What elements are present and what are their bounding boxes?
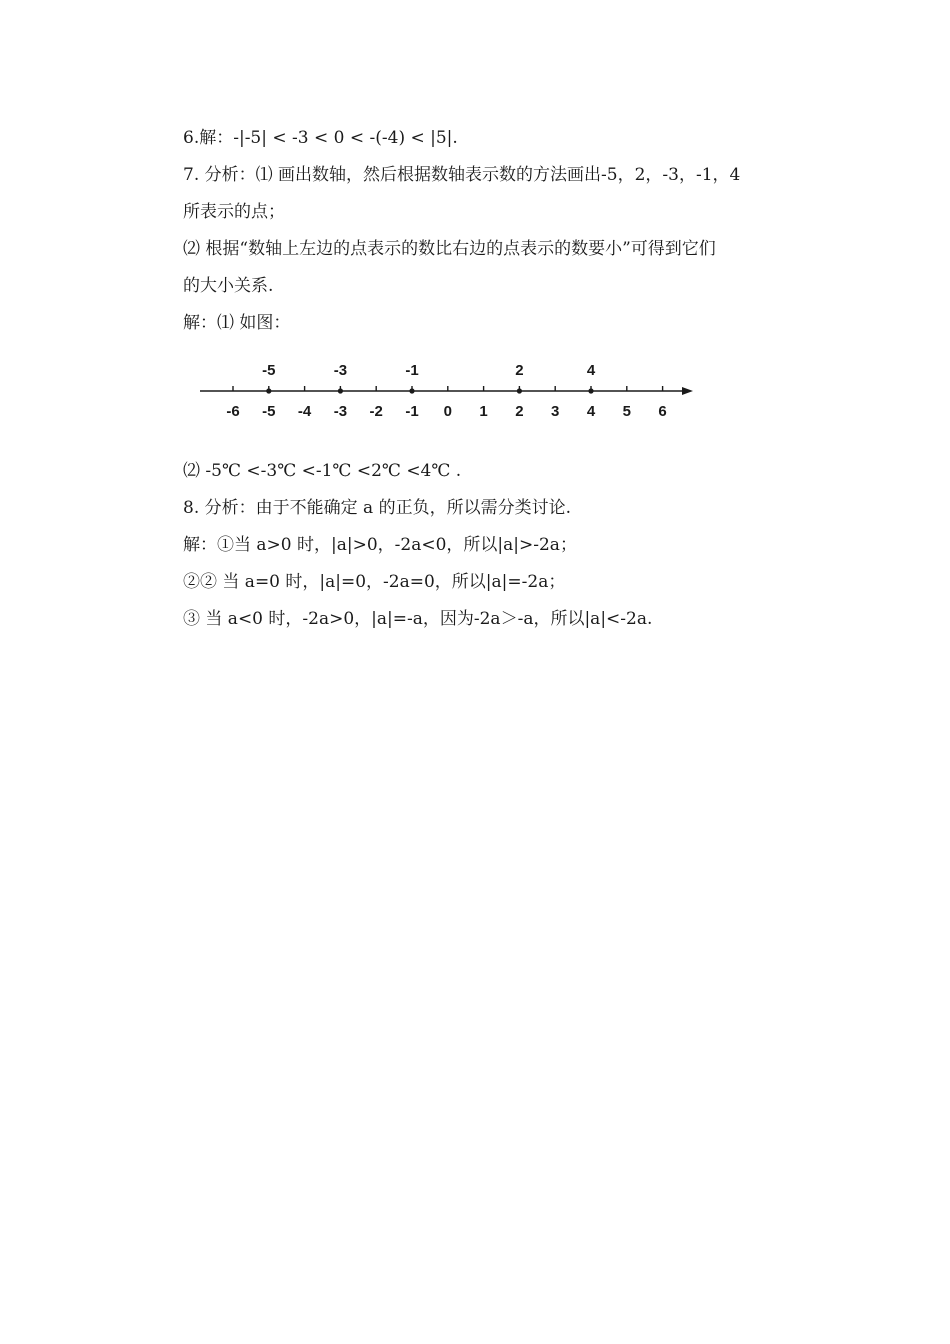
point-label: -3	[333, 362, 348, 379]
point-marker	[588, 388, 593, 393]
tick-label: 5	[622, 403, 631, 420]
point-marker	[409, 388, 414, 393]
tick-label: -1	[405, 403, 419, 420]
point-label: -1	[405, 362, 419, 379]
tick-label: 1	[479, 403, 488, 420]
solution-8-case-3: ③ 当 a<0 时，-2a>0，|a|=-a，因为-2a＞-a，所以|a|<-2a.	[183, 609, 653, 629]
tick-label: 3	[551, 403, 560, 420]
tick-label: 2	[515, 403, 524, 420]
solution-8-case-1: 解：①当 a>0 时，|a|>0，-2a<0，所以|a|>-2a；	[183, 535, 577, 555]
analysis-7-line-2: 所表示的点；	[183, 202, 285, 222]
point-marker	[266, 388, 271, 393]
tick-label: -3	[333, 403, 348, 420]
point-marker	[517, 388, 522, 393]
tick-label: -2	[369, 403, 383, 420]
analysis-7-line-1: 7. 分析：⑴ 画出数轴，然后根据数轴表示数的方法画出-5，2，-3，-1，4	[183, 165, 741, 185]
solution-7-header: 解：⑴ 如图：	[183, 313, 291, 333]
tick-label: 4	[586, 403, 596, 420]
solution-7-part-2: ⑵ -5℃ <-3℃ <-1℃ <2℃ <4℃ .	[183, 461, 462, 481]
tick-label: -6	[226, 403, 240, 420]
tick-label: 0	[443, 403, 452, 420]
point-label: 2	[515, 362, 524, 379]
point-label: -5	[262, 362, 276, 379]
analysis-8: 8. 分析：由于不能确定 a 的正负，所以需分类讨论.	[183, 498, 571, 518]
point-label: 4	[586, 362, 596, 379]
solution-8-case-2: ②② 当 a=0 时，|a|=0，-2a=0，所以|a|=-2a；	[183, 572, 566, 592]
number-line-arrow	[682, 387, 693, 395]
number-line-figure	[195, 355, 705, 425]
analysis-7-line-4: 的大小关系.	[183, 276, 274, 296]
answer-6: 6.解：-|-5| < -3 < 0 < -(-4) < |5|.	[183, 128, 458, 148]
point-marker	[338, 388, 343, 393]
number-line-svg	[195, 355, 705, 425]
tick-label: 6	[658, 403, 667, 420]
tick-label: -4	[297, 403, 312, 420]
analysis-7-line-3: ⑵ 根据“数轴上左边的点表示的数比右边的点表示的数要小”可得到它们	[183, 239, 716, 259]
tick-label: -5	[262, 403, 276, 420]
